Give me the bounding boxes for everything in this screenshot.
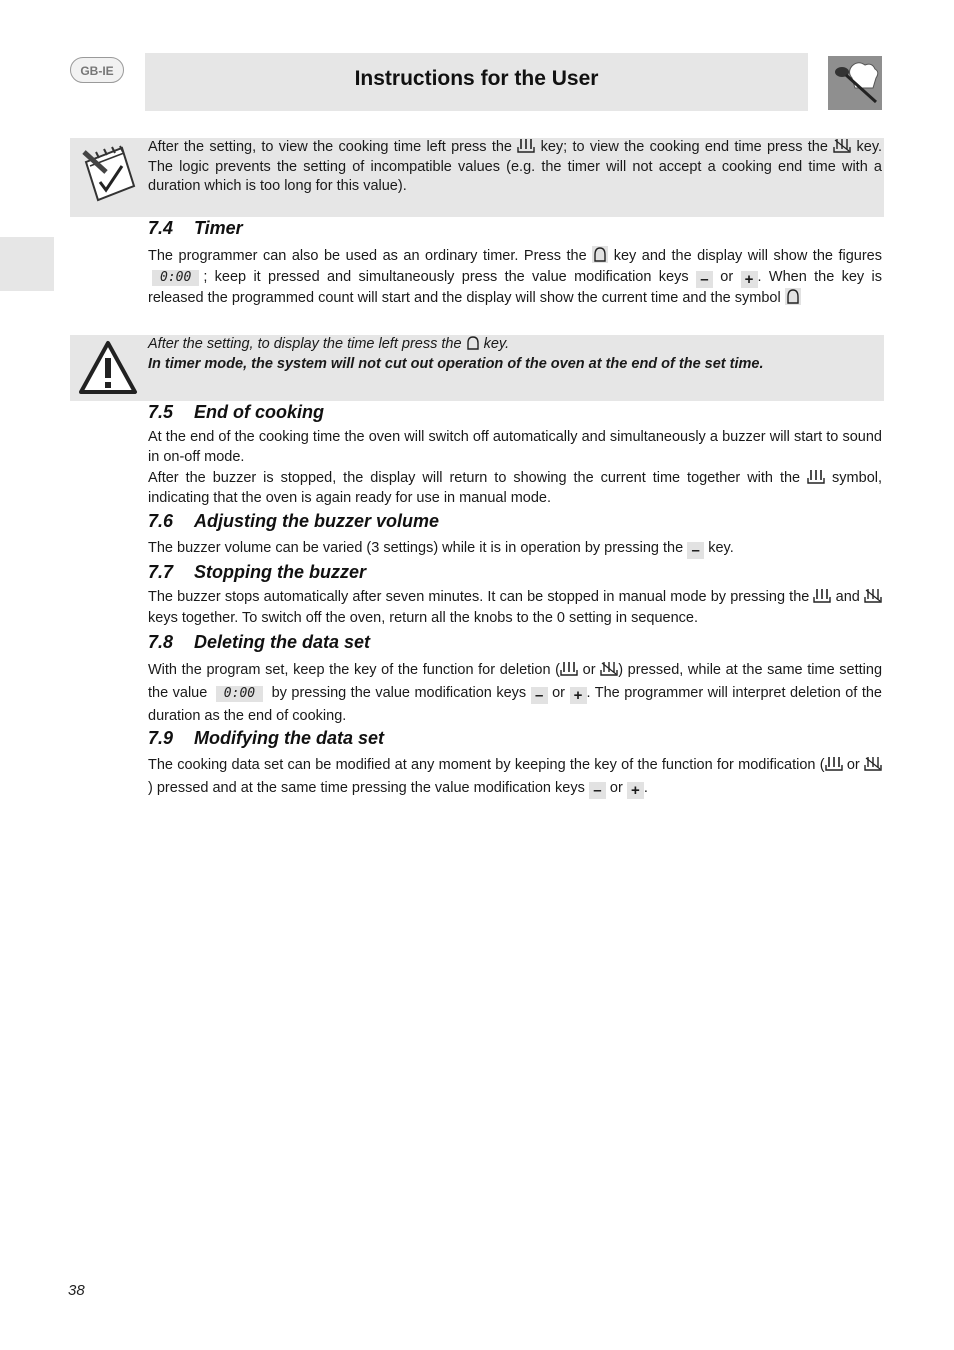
minus-key-icon: –	[589, 782, 606, 799]
cooking-time-key-icon	[807, 469, 825, 485]
cooking-end-key-icon	[864, 588, 882, 604]
minus-key-icon: –	[696, 271, 713, 288]
cooking-end-key-icon	[833, 138, 851, 154]
cooking-end-key-icon	[864, 756, 882, 772]
page-header	[145, 53, 808, 111]
minus-key-icon: –	[687, 542, 704, 559]
plus-key-icon: +	[570, 687, 587, 704]
section-7-9-text: The cooking data set can be modified at any moment by keeping the key of the function for modification ( or ) pressed and at the same time pressing the value modification keys – or + .	[148, 754, 882, 800]
warning-text: After the setting, to display the time left press the key. In timer mode, the system will not cut out operation of the oven at the end of the set time.	[148, 336, 764, 372]
warning-box	[70, 335, 884, 401]
section-7-8-heading: 7.8 Deleting the data set	[148, 632, 371, 652]
cooking-time-key-icon	[825, 756, 843, 772]
section-7-7-heading: 7.7 Stopping the buzzer	[148, 562, 366, 582]
section-7-6-text: The buzzer volume can be varied (3 settings) while it is in operation by pressing the – key.	[148, 540, 734, 559]
notepad-pencil-icon	[76, 142, 140, 206]
section-7-4-text: The programmer can also be used as an ordinary timer. Press the key and the display will show the figures 0:00 ; keep it pressed and simultaneously press the value modification keys – or + . When the key is released the programmed count will start and the display will show the current time and the symbol	[148, 248, 882, 306]
page-title: Instructions for the User	[354, 67, 599, 90]
note-box	[70, 138, 884, 217]
minus-key-icon: –	[531, 687, 548, 704]
section-7-8-text: With the program set, keep the key of the function for deletion ( or ) pressed, while at the same time setting the value 0:00 by pressing the value modification keys – or + . The programmer will interpret deletion of the duration as the end of cooking.	[148, 662, 883, 724]
section-7-6-heading: 7.6 Adjusting the buzzer volume	[148, 511, 440, 531]
section-7-5-heading: 7.5 End of cooking	[148, 402, 324, 422]
cooking-end-key-icon	[600, 661, 618, 677]
plus-key-icon: +	[627, 782, 644, 799]
section-7-4-heading: 7.4 Timer	[148, 218, 243, 238]
section-7-7-text: The buzzer stops automatically after seven minutes. It can be stopped in manual mode by pressing the and keys together. To switch off the oven, return all the knobs to the 0 setting in sequence.	[148, 587, 882, 629]
bell-icon	[785, 288, 801, 305]
cooking-time-key-icon	[517, 138, 535, 154]
note-text: After the setting, to view the cooking time left press the key; to view the cooking end time press the key. The logic prevents the setting of incompatible values (e.g. the timer will not accept a cooking end time with a duration which is too long for this value).	[148, 139, 883, 194]
chef-hat-spoon-icon	[828, 56, 882, 110]
cooking-time-key-icon	[560, 661, 578, 677]
bell-icon	[466, 335, 480, 351]
page-number: 38	[68, 1282, 85, 1299]
warning-triangle-icon	[78, 340, 138, 396]
plus-key-icon: +	[741, 271, 758, 288]
cooking-time-key-icon	[813, 588, 831, 604]
bell-icon	[592, 246, 608, 263]
side-tab	[0, 237, 54, 291]
display-reading: 0:00	[216, 686, 263, 702]
display-reading: 0:00	[152, 270, 199, 286]
section-7-9-heading: 7.9 Modifying the data set	[148, 728, 385, 748]
section-7-5-text: At the end of the cooking time the oven will switch off automatically and simultaneously a buzzer will start to sound in on-off mode. After the buzzer is stopped, the display will return to showing the current time together with the symbol, indicating that the oven is again ready for use in manual mode.	[148, 429, 883, 506]
country-badge: GB-IE	[70, 57, 124, 83]
